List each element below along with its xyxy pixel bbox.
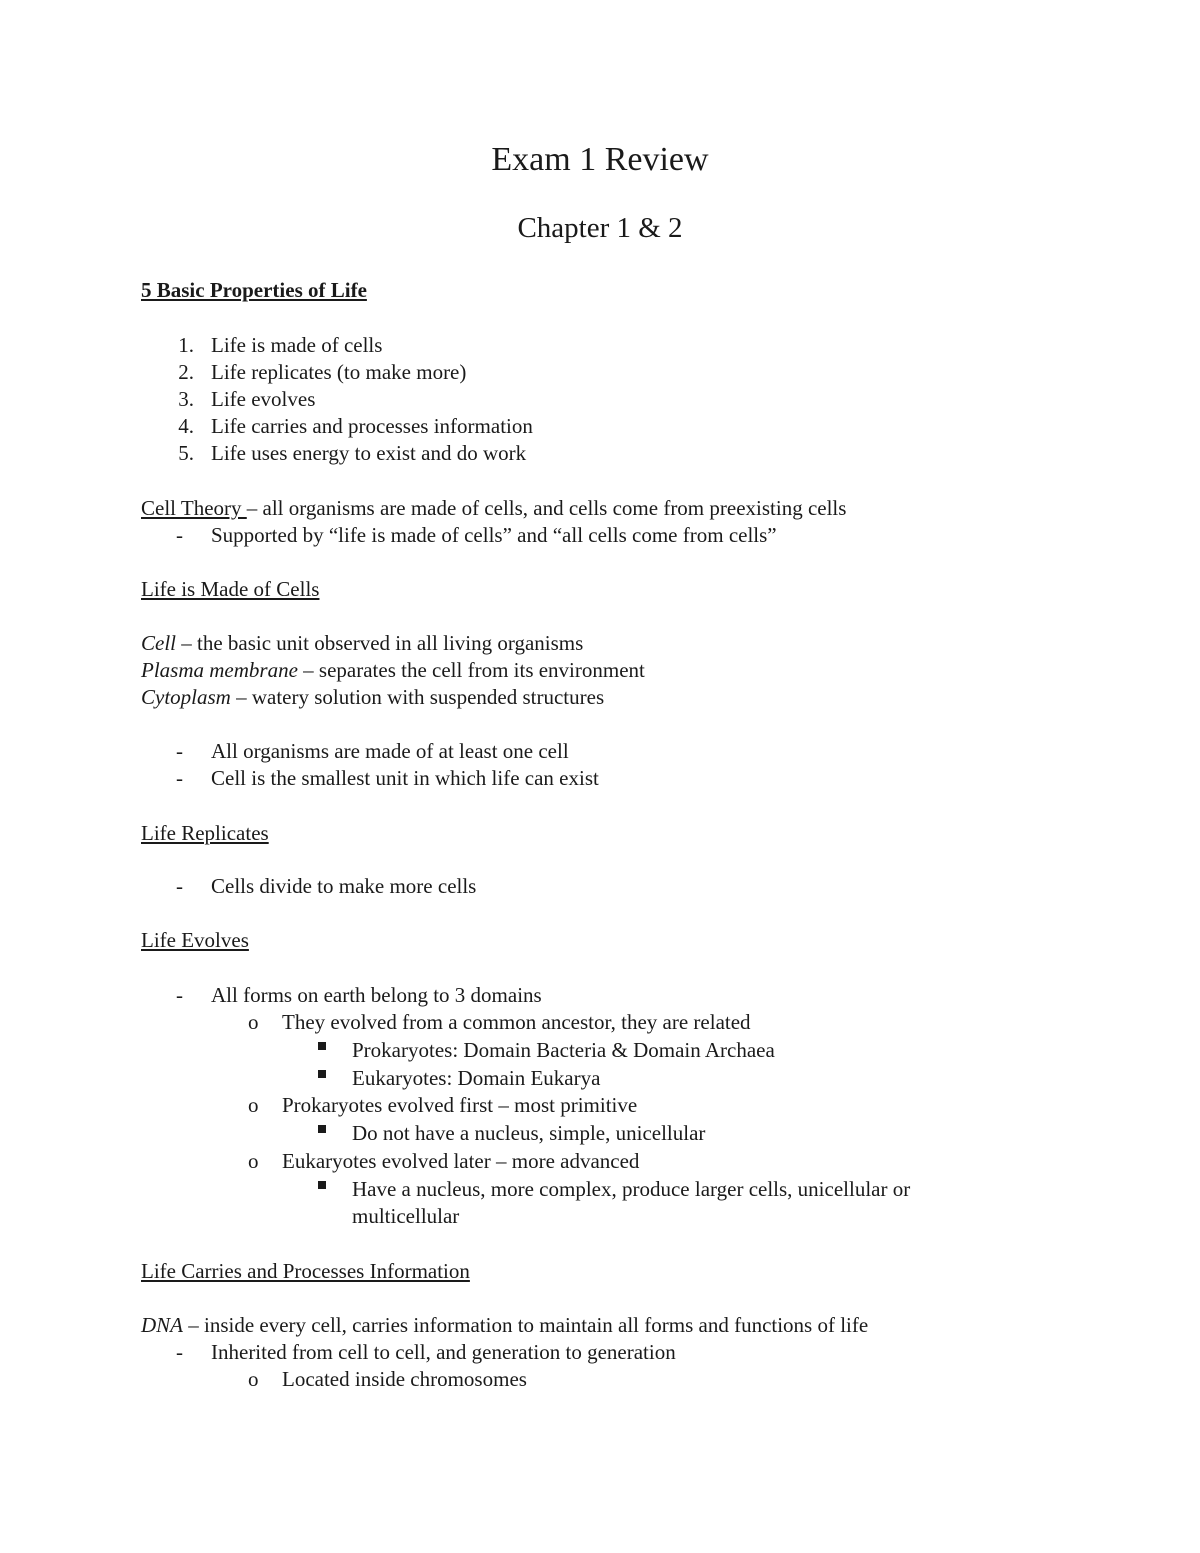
definition-text: – the basic unit observed in all living organisms	[176, 631, 584, 655]
section-heading-made-of-cells: Life is Made of Cells	[141, 577, 320, 601]
bullet-text: All forms on earth belong to 3 domains	[211, 983, 542, 1007]
square-bullet-icon	[318, 1070, 326, 1078]
definition-text: – watery solution with suspended structures	[230, 685, 605, 709]
circle-bullet: o	[248, 1093, 259, 1117]
section-heading-replicates: Life Replicates	[141, 821, 269, 845]
section-heading-evolves: Life Evolves	[141, 928, 249, 952]
term-dna: DNA	[141, 1313, 183, 1337]
dash-bullet: -	[176, 1340, 183, 1364]
list-text: Life carries and processes information	[211, 414, 533, 438]
definition-line	[141, 657, 645, 684]
dash-bullet: -	[176, 739, 183, 763]
page-subtitle: Chapter 1 & 2	[517, 212, 683, 244]
dash-bullet: -	[176, 874, 183, 898]
page-title: Exam 1 Review	[491, 141, 709, 178]
sub-bullet-text: Eukaryotes evolved later – more advanced	[282, 1149, 640, 1173]
circle-bullet: o	[248, 1149, 259, 1173]
dash-bullet: -	[176, 983, 183, 1007]
bullet-text: Cell is the smallest unit in which life can exist	[211, 766, 599, 790]
bullet-text: Inherited from cell to cell, and generation to generation	[211, 1340, 676, 1364]
dash-bullet: -	[176, 523, 183, 547]
list-text: Life evolves	[211, 387, 316, 411]
square-bullet-text: Prokaryotes: Domain Bacteria & Domain Archaea	[352, 1038, 775, 1062]
list-number: 5.	[178, 441, 194, 465]
circle-bullet: o	[248, 1010, 259, 1034]
circle-bullet: o	[248, 1367, 259, 1391]
section-heading-information: Life Carries and Processes Information	[141, 1259, 470, 1283]
list-number: 2.	[178, 360, 194, 384]
square-bullet-text: Eukaryotes: Domain Eukarya	[352, 1066, 601, 1090]
list-text: Life is made of cells	[211, 333, 383, 357]
list-text: Life replicates (to make more)	[211, 360, 467, 384]
square-bullet-text: Do not have a nucleus, simple, unicellular	[352, 1121, 706, 1145]
square-bullet-icon	[318, 1042, 326, 1050]
term: Plasma membrane	[141, 658, 298, 682]
definition-line	[141, 630, 583, 657]
sub-bullet-text: Prokaryotes evolved first – most primitive	[282, 1093, 638, 1117]
dash-bullet: -	[176, 766, 183, 790]
section-heading-properties: 5 Basic Properties of Life	[141, 278, 367, 302]
term: Cytoplasm	[141, 685, 231, 709]
sub-bullet-text: Located inside chromosomes	[282, 1367, 527, 1391]
definition-line	[141, 1312, 868, 1339]
square-bullet-continuation: multicellular	[352, 1204, 460, 1228]
square-bullet-icon	[318, 1181, 326, 1189]
definition-text: – inside every cell, carries information to maintain all forms and functions of life	[183, 1313, 869, 1337]
definition-line	[141, 684, 604, 711]
list-number: 1.	[178, 333, 194, 357]
list-number: 3.	[178, 387, 194, 411]
cell-theory-definition	[141, 495, 846, 522]
definition-text: – separates the cell from its environment	[297, 658, 645, 682]
term: Cell	[141, 631, 176, 655]
square-bullet-text: Have a nucleus, more complex, produce larger cells, unicellular or	[352, 1177, 911, 1201]
bullet-text: Cells divide to make more cells	[211, 874, 477, 898]
sub-bullet-text: They evolved from a common ancestor, they are related	[282, 1010, 751, 1034]
definition-text: – all organisms are made of cells, and cells come from preexisting cells	[246, 496, 847, 520]
bullet-text: All organisms are made of at least one cell	[211, 739, 569, 763]
square-bullet-icon	[318, 1125, 326, 1133]
list-number: 4.	[178, 414, 194, 438]
list-text: Life uses energy to exist and do work	[211, 441, 527, 465]
bullet-text: Supported by “life is made of cells” and “all cells come from cells”	[211, 523, 777, 547]
term-cell-theory: Cell Theory	[141, 496, 247, 520]
